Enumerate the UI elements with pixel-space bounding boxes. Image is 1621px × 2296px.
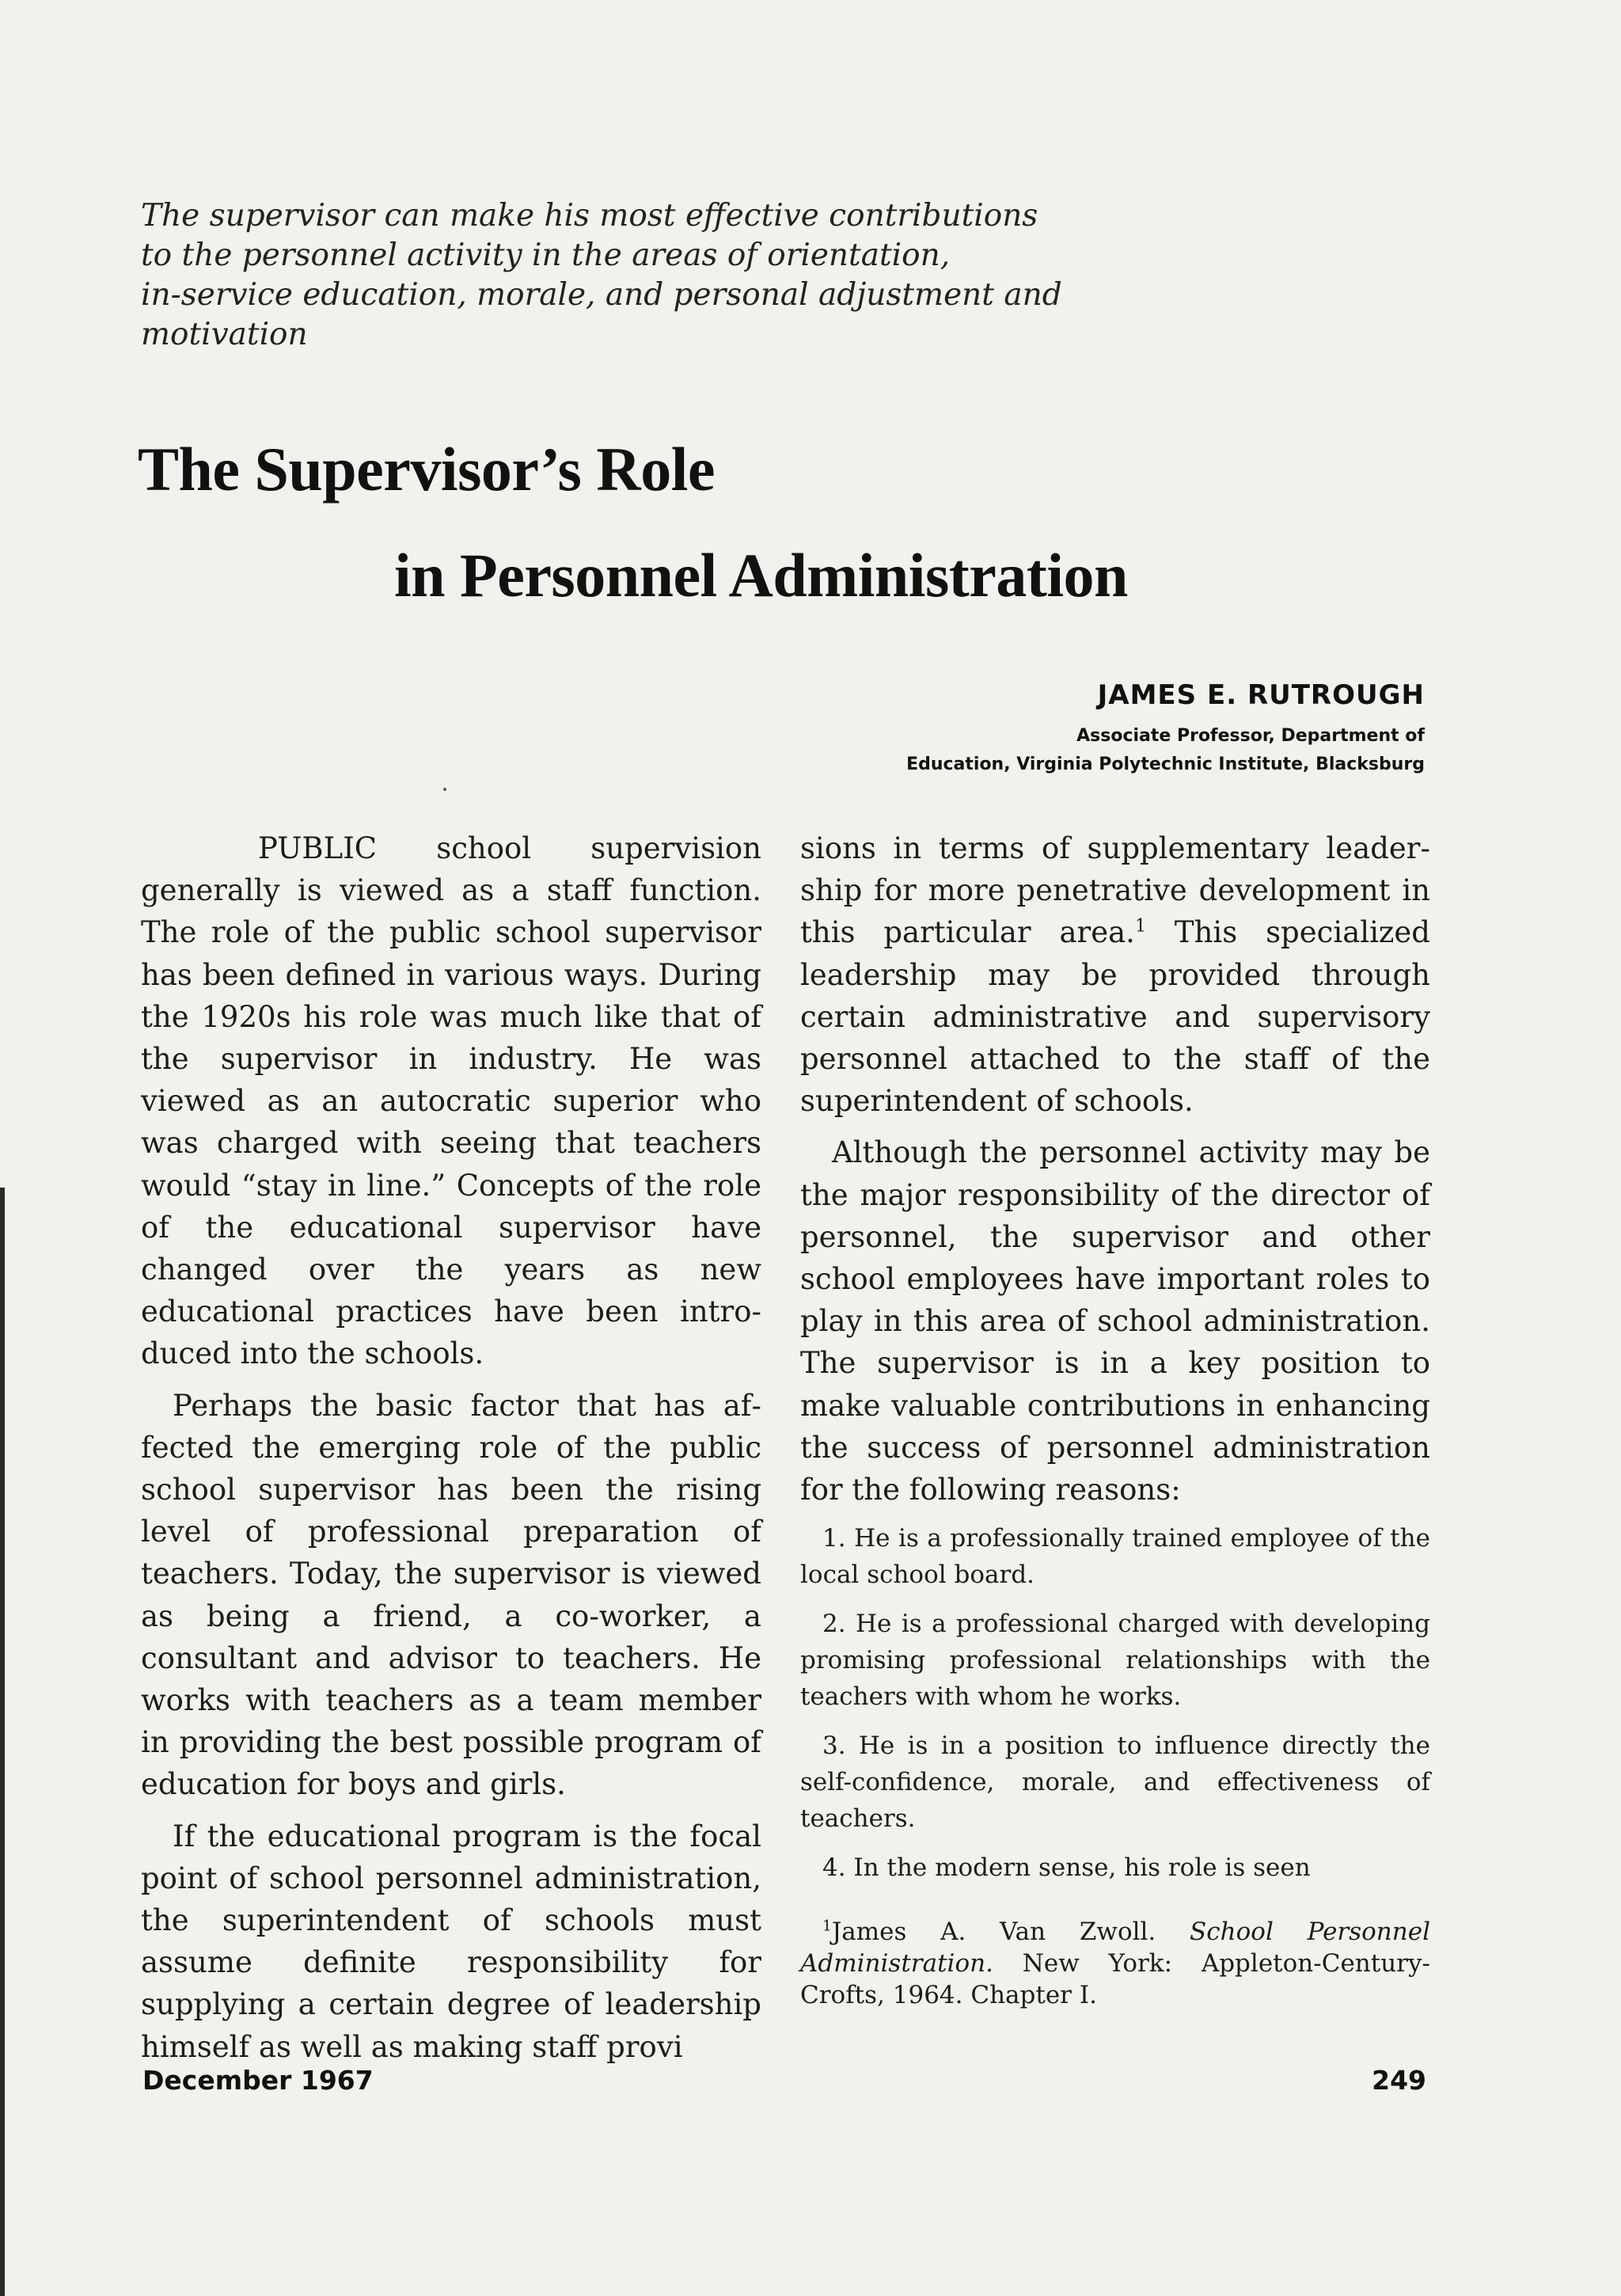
article-title-line-1: The Supervisor’s Role: [138, 435, 716, 504]
author-affiliation-line-1: Associate Professor, Department of: [1076, 726, 1425, 746]
scan-edge-shadow: [0, 1188, 5, 2296]
byline: [906, 679, 1425, 779]
right-column: [800, 827, 1430, 2011]
blurb-line: motivation: [141, 317, 308, 352]
footnote-reference[interactable]: 1: [1134, 916, 1147, 937]
body-paragraph: Perhaps the basic factor that has affected the emerging role of the public school supervisor has been the rising level of professional preparation of teachers. Today, the supervisor is viewed as being a friend, a co-worker, a consultant and advisor to teachers. He works with teachers as a team member in providing the best possible program of education for boys and girls.: [141, 1388, 761, 1802]
list-item: 4. In the modern sense, his role is seen: [822, 1853, 1311, 1883]
body-paragraph: Although the personnel activity may be the major responsibility of the director of personnel, the supervisor and other school employees have important roles to play in this area of school administration. The supervisor is in a key position to make valuable contributions in enhancing the success of personnel administration for the following reasons:: [800, 1135, 1430, 1507]
left-column: [141, 827, 761, 2077]
blurb-line: to the personnel activity in the areas of orientation,: [141, 238, 951, 273]
article-blurb: [141, 196, 1107, 355]
blurb-line: in-service education, morale, and personal adjustment and: [141, 277, 1062, 313]
footnote-publisher: New York: Appleton-Century-Crofts, 1964. Chapter I.: [800, 1949, 1430, 2010]
list-item: 3. He is in a position to influence directly the self-confidence, morale, and effectiveness of teachers.: [800, 1732, 1430, 1834]
blurb-line: The supervisor can make his most effective contributions: [141, 198, 1038, 234]
footnote-book-title: School Personnel Administration.: [800, 1918, 1430, 1979]
issue-date: December 1967: [142, 2065, 374, 2096]
body-paragraph: If the educational program is the focal point of school personnel administration, the superintendent of schools must assume definite responsibility for supplying a certain degree of leadership himself as well as making staff provi: [141, 1819, 761, 2064]
body-paragraph: PUBLIC school supervision generally is viewed as a staff function. The role of the public school supervisor has been defined in various ways. During the 1920s his role was much like that of the supervisor in industry. He was viewed as an autocratic superior who was charged with seeing that teachers would “stay in line.” Concepts of the role of the educational supervisor have changed over the years as new educational practices have been introduced into the schools.: [141, 831, 761, 1371]
list-item: 1. He is a professionally trained employee of the local school board.: [800, 1524, 1430, 1590]
body-paragraph: [800, 827, 1430, 1122]
paragraph-text: sions in terms of supplementary leadership for more penetrative development in this particular area.: [800, 831, 1430, 950]
footnote-mark: 1: [822, 1918, 832, 1935]
author-name: JAMES E. RUTROUGH: [1097, 679, 1425, 711]
list-item: 2. He is a professional charged with developing promising professional relationships with the teachers with whom he works.: [800, 1610, 1430, 1712]
author-affiliation-line-2: Education, Virginia Polytechnic Institute, Blacksburg: [906, 755, 1425, 774]
article-title-line-2: in Personnel Administration: [394, 541, 1128, 610]
footnote: [800, 1916, 1430, 2011]
reasons-list: [800, 1520, 1430, 1886]
print-speck: [443, 788, 446, 791]
footnote-author: James A. Van Zwoll.: [831, 1918, 1190, 1947]
paragraph-text: This specialized leadership may be provided through certain administrative and supervisory personnel attached to the staff of the superintendent of schools.: [800, 915, 1430, 1119]
page-number: 249: [1372, 2065, 1426, 2096]
